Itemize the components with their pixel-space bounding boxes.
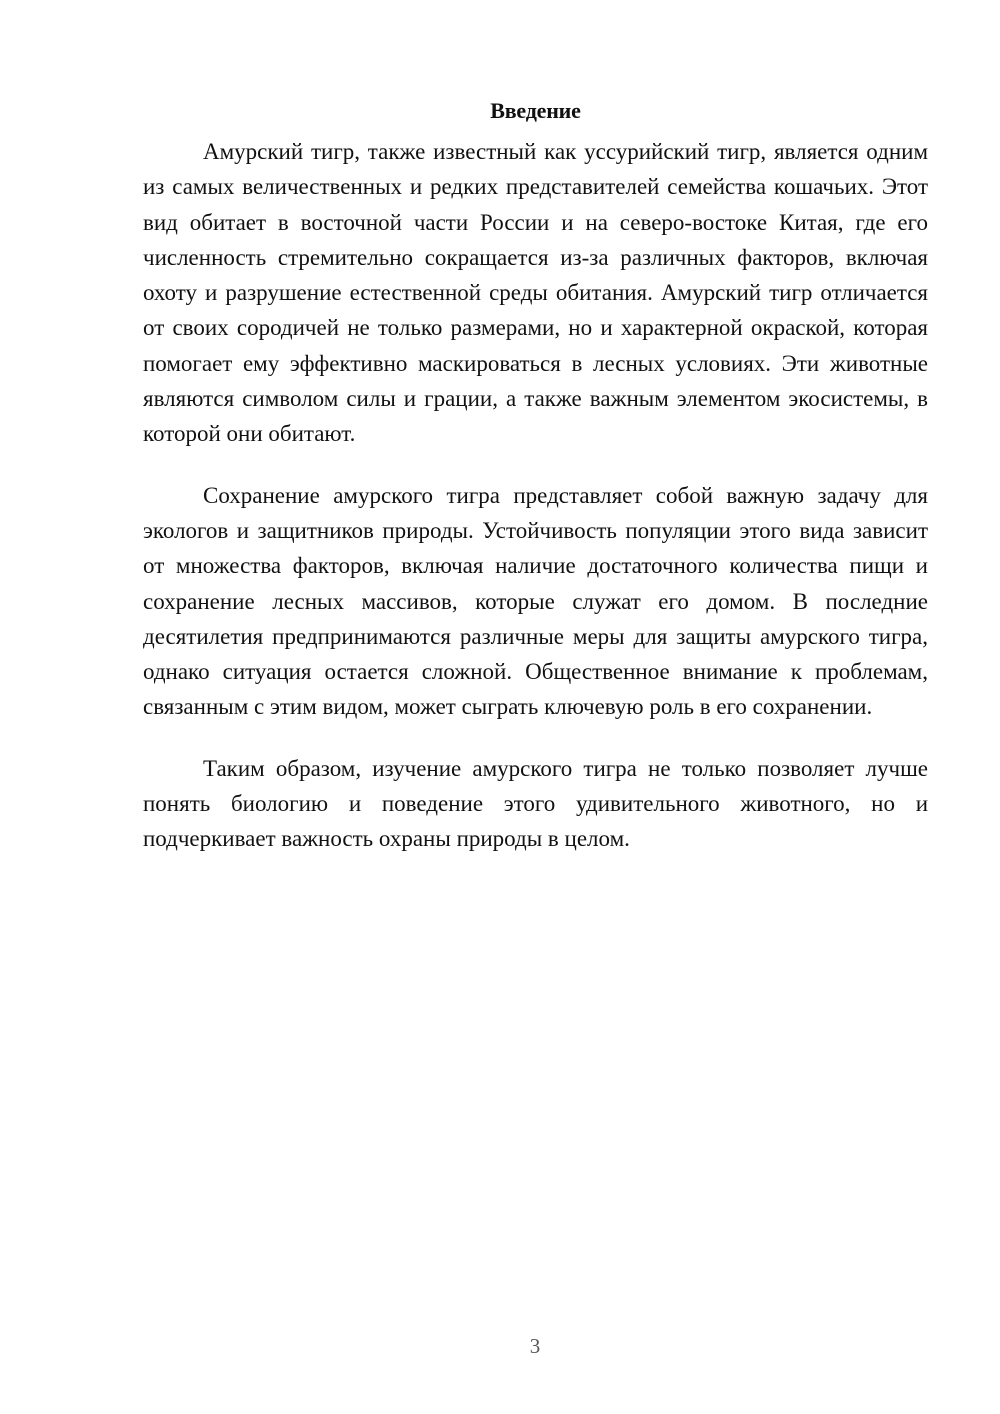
paragraph-2: Сохранение амурского тигра представляет собой важную задачу для экологов и защитников природы. Устойчивость популяции этого вида зависит от множества факторов, включая наличие достаточного количества пищи и сохранение лесных массивов, которые служат его домом. В последние десятилетия предпринимаются различные меры для защиты амурского тигра, однако ситуация остается сложной. Общественное внимание к проблемам, связанным с этим видом, может сыграть ключевую роль в его сохранении.: [143, 482, 928, 720]
paragraph-3: Таким образом, изучение амурского тигра не только позволяет лучше понять биологию и поведение этого удивительного животного, но и подчеркивает важность охраны природы в целом.: [143, 755, 928, 852]
paragraph-1: Амурский тигр, также известный как уссурийский тигр, является одним из самых величественных и редких представителей семейства кошачьих. Этот вид обитает в восточной части России и на северо-востоке Китая, где его численность стремительно сокращается из-за различных факторов, включая охоту и разрушение естественной среды обитания. Амурский тигр отличается от своих сородичей не только размерами, но и характерной окраской, которая помогает ему эффективно маскироваться в лесных условиях. Эти животные являются символом силы и грации, а также важным элементом экосистемы, в которой они обитают.: [143, 139, 928, 447]
page-number: 3: [529, 1334, 541, 1358]
page-content: [143, 96, 928, 883]
section-title: Введение: [490, 98, 581, 123]
